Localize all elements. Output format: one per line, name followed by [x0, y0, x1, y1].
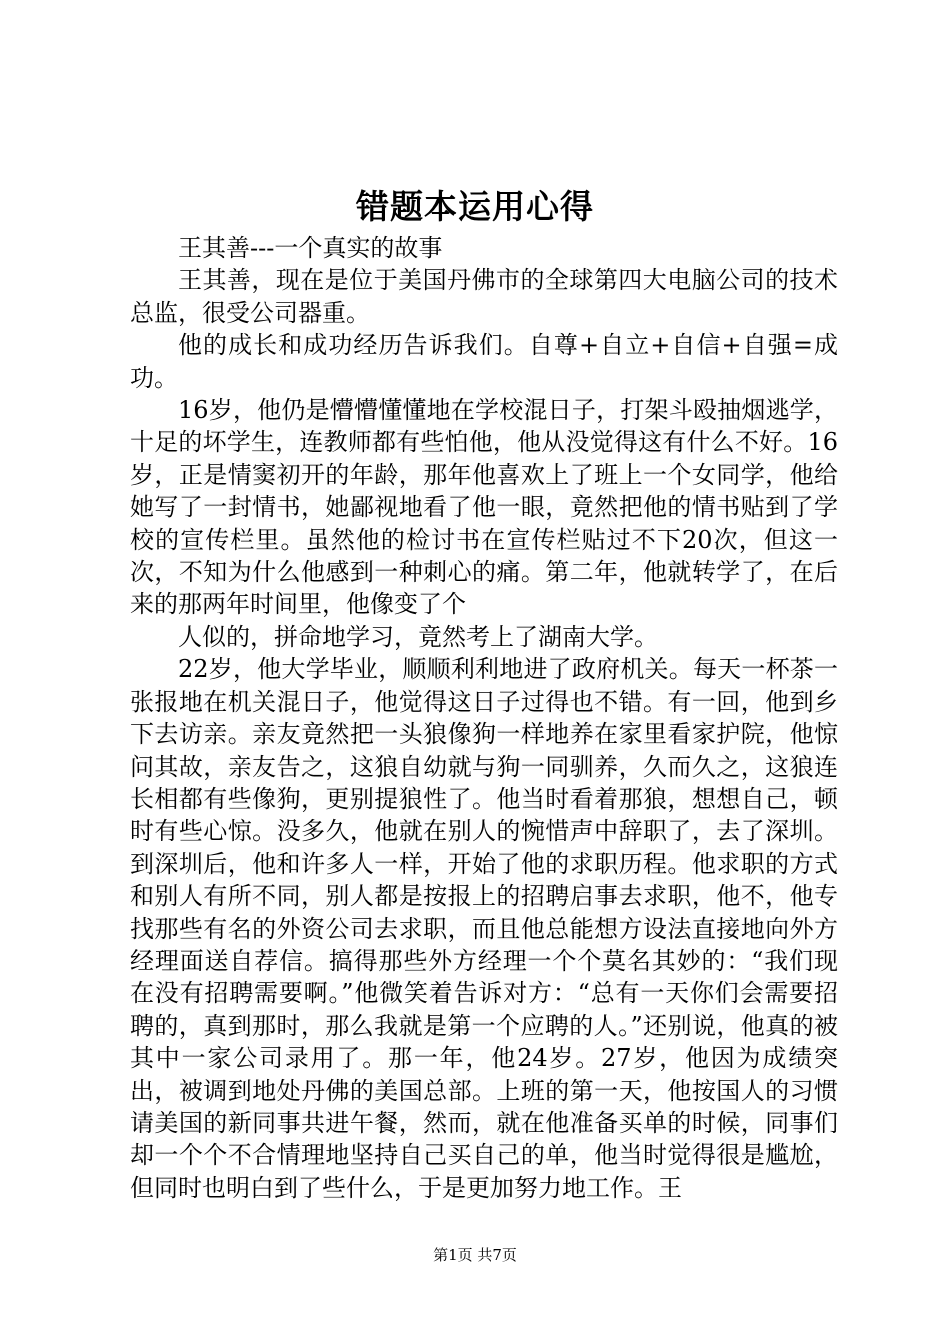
paragraph: 22岁，他大学毕业，顺顺利利地进了政府机关。每天一杯茶一张报地在机关混日子，他觉得这日子过得也不错。有一回，他到乡下去访亲。亲友竟然把一头狼像狗一样地养在家里看家护院，他惊问其故，亲友告之，这狼自幼就与狗一同驯养，久而久之，这狼连长相都有些像狗，更别提狼性了。他当时看着那狼，想想自己，顿时有些心惊。没多久，他就在别人的惋惜声中辞职了，去了深圳。到深圳后，他和许多人一样，开始了他的求职历程。他求职的方式和别人有所不同，别人都是按报上的招聘启事去求职，他不，他专找那些有名的外资公司去求职，而且他总能想方设法直接地向外方经理面送自荐信。搞得那些外方经理一个个莫名其妙的：“我们现在没有招聘需要啊。”他微笑着告诉对方：“总有一天你们会需要招聘的，真到那时，那么我就是第一个应聘的人。”还别说，他真的被其中一家公司录用了。那一年，他24岁。27岁，他因为成绩突出，被调到地处丹佛的美国总部。上班的第一天，他按国人的习惯请美国的新同事共进午餐，然而，就在他准备买单的时候，同事们却一个个不合情理地坚持自己买自己的单，他当时觉得很是尴尬，但同时也明白到了些什么，于是更加努力地工作。王: [130, 655, 838, 1202]
paragraph: 人似的，拼命地学习，竟然考上了湖南大学。: [178, 622, 658, 651]
paragraph: 王其善，现在是位于美国丹佛市的全球第四大电脑公司的技术总监，很受公司器重。: [130, 266, 838, 327]
paragraph-subtitle: 王其善---一个真实的故事: [178, 234, 443, 262]
document-title: 错题本运用心得: [356, 187, 594, 226]
paragraph: 他的成长和成功经历告诉我们。自尊+自立+自信+自强=成功。: [130, 331, 838, 392]
page-number: 第1页 共7页: [433, 1246, 517, 1264]
paragraph: 16岁，他仍是懵懵懂懂地在学校混日子，打架斗殴抽烟逃学，十足的坏学生，连教师都有些怕他，他从没觉得这有什么不好。16岁，正是情窦初开的年龄，那年他喜欢上了班上一个女同学，他给她写了一封情书，她鄙视地看了他一眼，竟然把他的情书贴到了学校的宣传栏里。虽然他的检讨书在宣传栏贴过不下20次，但这一次，不知为什么他感到一种刺心的痛。第二年，他就转学了，在后来的那两年时间里，他像变了个: [130, 396, 838, 619]
document-body: [130, 232, 838, 1204]
